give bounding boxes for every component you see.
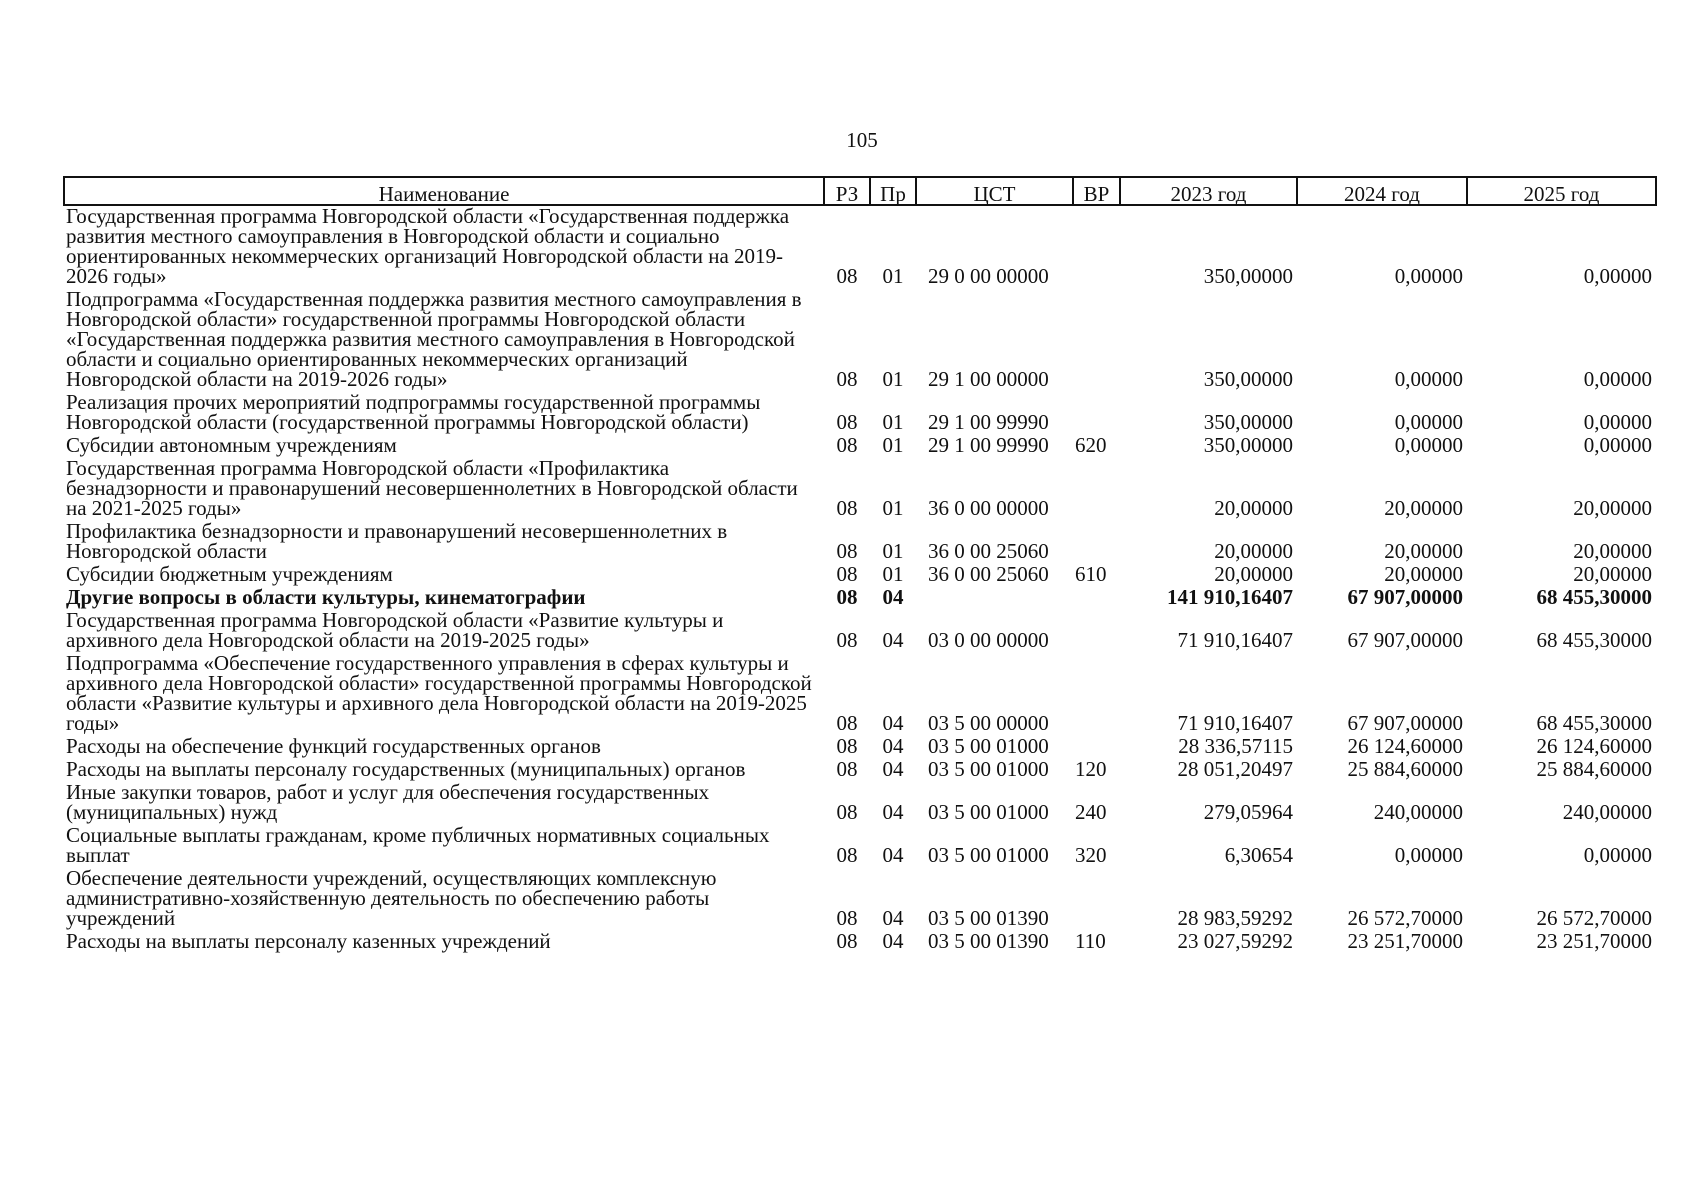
cell-pr: 04 <box>882 843 904 867</box>
table-row <box>64 653 1656 736</box>
cell-vr: 620 <box>1075 433 1107 457</box>
cell-cst: 03 5 00 01000 <box>928 757 1049 781</box>
cell-2023: 71 910,16407 <box>1177 711 1293 735</box>
cell-2025: 0,00000 <box>1583 410 1652 434</box>
cell-pr: 04 <box>882 906 904 930</box>
cell-name: Субсидии бюджетным учреждениям <box>66 562 393 586</box>
cell-pr: 01 <box>882 496 904 520</box>
table-row <box>64 458 1656 521</box>
cell-2024: 23 251,70000 <box>1347 929 1463 953</box>
cell-cst: 03 5 00 01390 <box>928 906 1049 930</box>
cell-rz: 08 <box>836 264 858 288</box>
cell-2025: 0,00000 <box>1583 367 1652 391</box>
table-row <box>64 521 1656 564</box>
page-number: 105 <box>846 128 878 152</box>
header-vr: ВР <box>1073 177 1120 205</box>
header-rz: РЗ <box>824 177 870 205</box>
cell-pr: 04 <box>882 628 904 652</box>
cell-2024: 67 907,00000 <box>1347 628 1463 652</box>
cell-2025: 0,00000 <box>1583 264 1652 288</box>
cell-name: Расходы на выплаты персоналу казенных учреждений <box>66 929 551 953</box>
table-row <box>64 825 1656 868</box>
cell-2024: 0,00000 <box>1394 433 1463 457</box>
cell-rz: 08 <box>836 410 858 434</box>
cell-2024: 20,00000 <box>1384 539 1463 563</box>
cell-cst <box>916 587 1073 610</box>
cell-vr <box>1073 736 1120 759</box>
cell-vr: 110 <box>1075 929 1106 953</box>
cell-name: Иные закупки товаров, работ и услуг для обеспечения государственных (муниципальных) нужд <box>66 780 710 824</box>
table-row <box>64 931 1656 954</box>
cell-vr <box>1073 458 1120 521</box>
cell-cst: 36 0 00 25060 <box>928 539 1049 563</box>
cell-cst: 03 5 00 01000 <box>928 734 1049 758</box>
cell-cst: 29 0 00 00000 <box>928 264 1049 288</box>
header-2024: 2024 год <box>1297 177 1467 205</box>
cell-2023: 279,05964 <box>1203 800 1293 824</box>
table-row <box>64 610 1656 653</box>
cell-vr <box>1073 653 1120 736</box>
cell-2024: 240,00000 <box>1373 800 1463 824</box>
table-row <box>64 587 1656 610</box>
cell-2025: 68 455,30000 <box>1536 628 1652 652</box>
cell-pr: 01 <box>882 264 904 288</box>
cell-vr: 610 <box>1075 562 1107 586</box>
cell-rz: 08 <box>836 539 858 563</box>
cell-cst: 03 5 00 00000 <box>928 711 1049 735</box>
cell-pr: 04 <box>882 800 904 824</box>
cell-cst: 03 5 00 01000 <box>928 800 1049 824</box>
cell-2023: 28 051,20497 <box>1177 757 1293 781</box>
cell-name: Социальные выплаты гражданам, кроме публичных нормативных социальных выплат <box>66 823 770 867</box>
cell-2023: 6,30654 <box>1224 843 1293 867</box>
cell-pr: 01 <box>882 367 904 391</box>
table-row <box>64 564 1656 587</box>
cell-2023: 23 027,59292 <box>1177 929 1293 953</box>
cell-name: Реализация прочих мероприятий подпрограммы государственной программы Новгородской области (государственной программы Новгородской области) <box>66 390 761 434</box>
cell-cst: 36 0 00 25060 <box>928 562 1049 586</box>
table-row <box>64 736 1656 759</box>
cell-vr <box>1073 868 1120 931</box>
table-header <box>64 177 1656 205</box>
cell-2023: 350,00000 <box>1203 264 1293 288</box>
table-row <box>64 782 1656 825</box>
cell-vr <box>1073 587 1120 610</box>
cell-2023: 20,00000 <box>1214 539 1293 563</box>
cell-rz: 08 <box>836 929 858 953</box>
cell-cst: 36 0 00 00000 <box>928 496 1049 520</box>
cell-rz: 08 <box>836 711 858 735</box>
cell-rz: 08 <box>836 800 858 824</box>
cell-2024: 25 884,60000 <box>1347 757 1463 781</box>
table-row <box>64 435 1656 458</box>
cell-2025: 0,00000 <box>1583 433 1652 457</box>
cell-2023: 28 983,59292 <box>1177 906 1293 930</box>
cell-name: Подпрограмма «Государственная поддержка развития местного самоуправления в Новгородской области» государственной программы Новгородской области «Государственная поддержка развития местного самоуправления в Новгородской области и социально ориентированных некоммерческих организаций Новгородской области на 2019-2026 годы» <box>66 287 802 391</box>
cell-2025: 20,00000 <box>1573 562 1652 586</box>
header-2023: 2023 год <box>1120 177 1297 205</box>
cell-rz: 08 <box>836 433 858 457</box>
cell-cst: 03 0 00 00000 <box>928 628 1049 652</box>
cell-pr: 01 <box>882 539 904 563</box>
header-name: Наименование <box>64 177 824 205</box>
cell-2023: 350,00000 <box>1203 367 1293 391</box>
cell-cst: 03 5 00 01000 <box>928 843 1049 867</box>
cell-2025: 68 455,30000 <box>1536 711 1652 735</box>
cell-2023: 20,00000 <box>1214 496 1293 520</box>
cell-pr: 04 <box>882 757 904 781</box>
cell-2023: 71 910,16407 <box>1177 628 1293 652</box>
cell-name: Расходы на обеспечение функций государственных органов <box>66 734 601 758</box>
cell-2023: 350,00000 <box>1203 433 1293 457</box>
cell-cst: 29 1 00 99990 <box>928 410 1049 434</box>
cell-pr: 04 <box>882 585 904 609</box>
cell-2025: 68 455,30000 <box>1536 585 1652 609</box>
header-2025: 2025 год <box>1467 177 1656 205</box>
cell-pr: 04 <box>882 734 904 758</box>
cell-vr <box>1073 521 1120 564</box>
cell-2023: 20,00000 <box>1214 562 1293 586</box>
cell-name: Расходы на выплаты персоналу государственных (муниципальных) органов <box>66 757 746 781</box>
cell-2025: 25 884,60000 <box>1536 757 1652 781</box>
cell-vr: 240 <box>1075 800 1107 824</box>
cell-rz: 08 <box>836 906 858 930</box>
cell-rz: 08 <box>836 843 858 867</box>
cell-vr <box>1073 205 1120 289</box>
cell-vr <box>1073 289 1120 392</box>
cell-2024: 26 124,60000 <box>1347 734 1463 758</box>
cell-2024: 0,00000 <box>1394 264 1463 288</box>
cell-vr <box>1073 392 1120 435</box>
cell-2025: 26 572,70000 <box>1536 906 1652 930</box>
cell-2025: 240,00000 <box>1562 800 1652 824</box>
cell-name: Государственная программа Новгородской области «Государственная поддержка развития местного самоуправления в Новгородской области и социально ориентированных некоммерческих организаций Новгородской области на 2019-2026 годы» <box>66 204 790 288</box>
table-row <box>64 205 1656 289</box>
cell-cst: 29 1 00 00000 <box>928 367 1049 391</box>
cell-pr: 01 <box>882 410 904 434</box>
cell-2025: 20,00000 <box>1573 539 1652 563</box>
cell-2024: 67 907,00000 <box>1347 711 1463 735</box>
cell-name: Подпрограмма «Обеспечение государственного управления в сферах культуры и архивного дела Новгородской области» государственной программы Новгородской области «Развитие культуры и архивного дела Новгородской области на 2019-2025 годы» <box>66 651 812 735</box>
cell-2023: 141 910,16407 <box>1167 585 1293 609</box>
cell-2024: 0,00000 <box>1394 367 1463 391</box>
table-row <box>64 289 1656 392</box>
cell-pr: 01 <box>882 562 904 586</box>
cell-cst: 03 5 00 01390 <box>928 929 1049 953</box>
cell-2023: 350,00000 <box>1203 410 1293 434</box>
cell-2024: 20,00000 <box>1384 496 1463 520</box>
cell-rz: 08 <box>836 562 858 586</box>
cell-2024: 0,00000 <box>1394 410 1463 434</box>
cell-2025: 23 251,70000 <box>1536 929 1652 953</box>
cell-name: Государственная программа Новгородской области «Профилактика безнадзорности и правонарушений несовершеннолетних в Новгородской области на 2021-2025 годы» <box>66 456 798 520</box>
table-row <box>64 868 1656 931</box>
cell-rz: 08 <box>836 496 858 520</box>
cell-2024: 67 907,00000 <box>1347 585 1463 609</box>
table-row <box>64 759 1656 782</box>
cell-rz: 08 <box>836 367 858 391</box>
cell-vr <box>1073 610 1120 653</box>
cell-2024: 26 572,70000 <box>1347 906 1463 930</box>
cell-rz: 08 <box>836 585 858 609</box>
table-body <box>64 205 1656 954</box>
cell-rz: 08 <box>836 757 858 781</box>
cell-name: Государственная программа Новгородской области «Развитие культуры и архивного дела Новгородской области на 2019-2025 годы» <box>66 608 724 652</box>
cell-name: Субсидии автономным учреждениям <box>66 433 397 457</box>
cell-pr: 04 <box>882 929 904 953</box>
cell-pr: 04 <box>882 711 904 735</box>
cell-2025: 20,00000 <box>1573 496 1652 520</box>
header-pr: Пр <box>870 177 916 205</box>
cell-rz: 08 <box>836 734 858 758</box>
cell-2023: 28 336,57115 <box>1178 734 1293 758</box>
cell-cst: 29 1 00 99990 <box>928 433 1049 457</box>
header-cst: ЦСТ <box>916 177 1073 205</box>
cell-pr: 01 <box>882 433 904 457</box>
cell-name: Другие вопросы в области культуры, кинематографии <box>66 585 586 609</box>
cell-2024: 20,00000 <box>1384 562 1463 586</box>
cell-rz: 08 <box>836 628 858 652</box>
cell-name: Профилактика безнадзорности и правонарушений несовершеннолетних в Новгородской области <box>66 519 728 563</box>
cell-2024: 0,00000 <box>1394 843 1463 867</box>
cell-2025: 0,00000 <box>1583 843 1652 867</box>
cell-vr: 320 <box>1075 843 1107 867</box>
cell-name: Обеспечение деятельности учреждений, осуществляющих комплексную административно-хозяйственную деятельность по обеспечению работы учреждений <box>66 866 717 930</box>
table-row <box>64 392 1656 435</box>
budget-table <box>63 176 1657 954</box>
cell-vr: 120 <box>1075 757 1107 781</box>
cell-2025: 26 124,60000 <box>1536 734 1652 758</box>
